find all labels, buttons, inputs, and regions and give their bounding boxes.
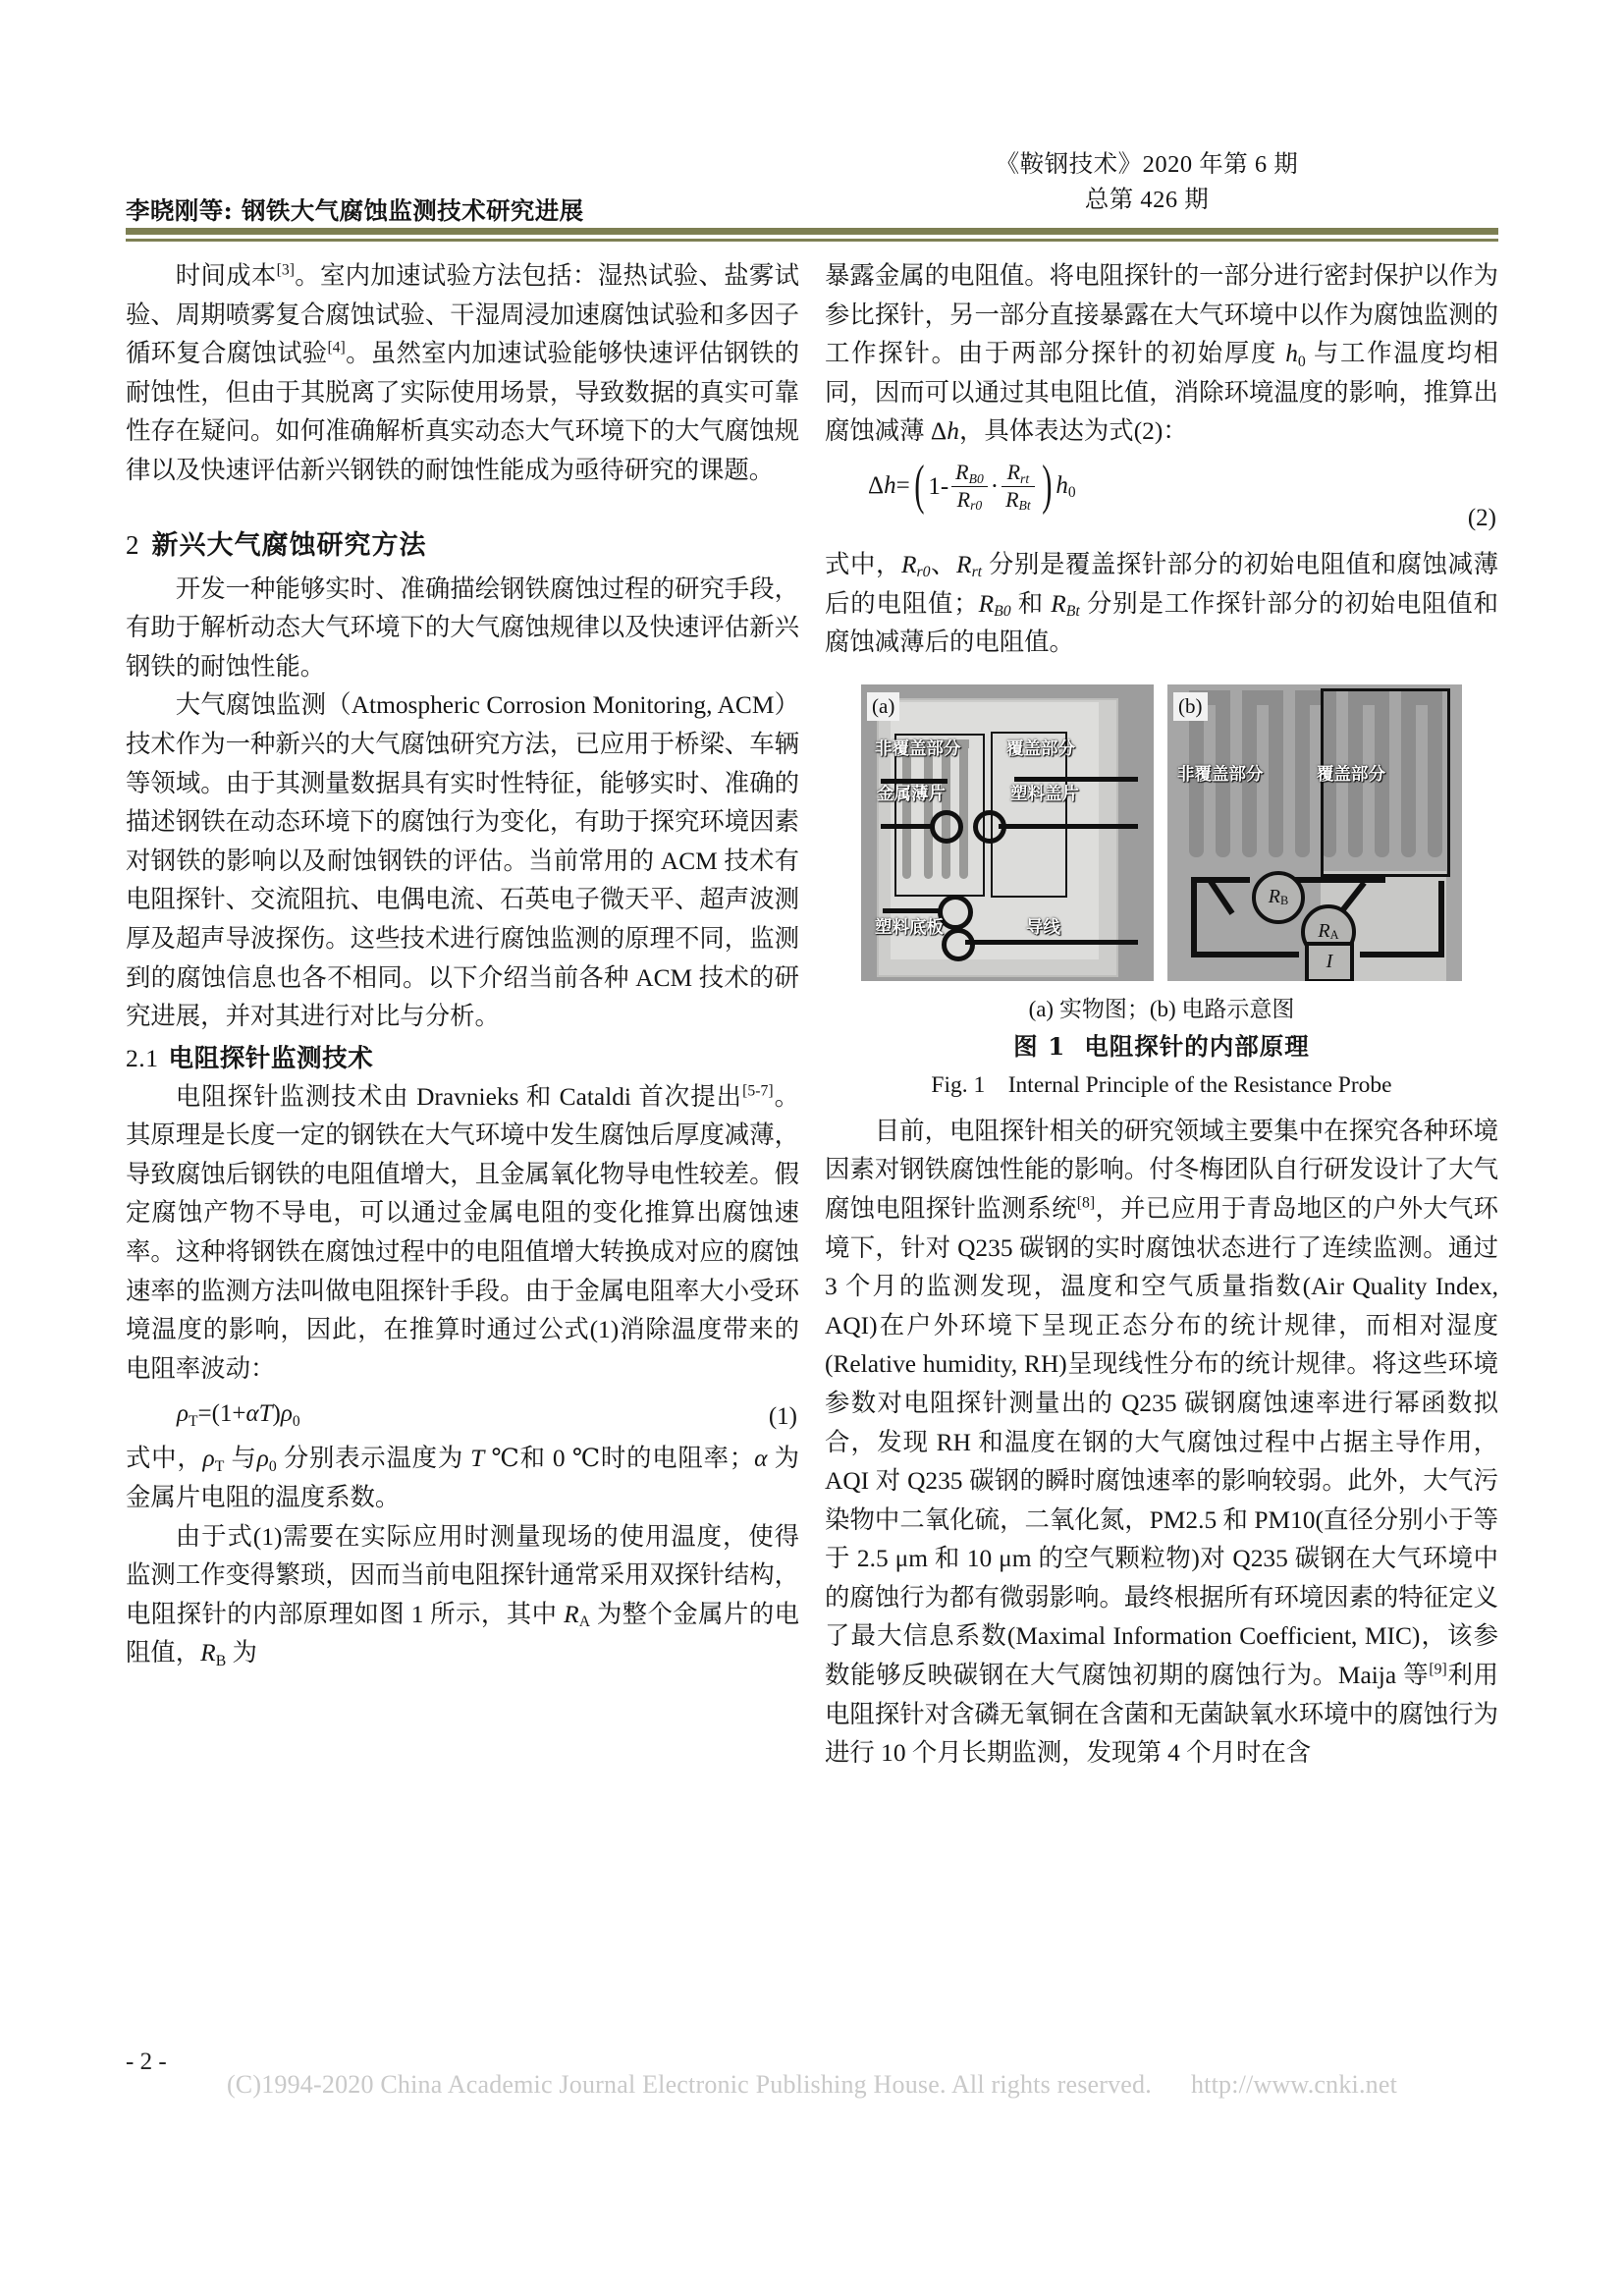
figure-panel-b [1167,684,1462,981]
label-plastic-base: 塑料底板 [875,917,944,938]
figure-1-number: 图 1 [1013,1031,1066,1061]
subsection-2-1-number: 2.1 [126,1043,159,1072]
journal-issue-line2: 总第 426 期 [1084,187,1210,213]
section-2-number: 2 [126,529,140,560]
header-rule-thick [126,228,1498,235]
leader-line-uncovered [881,779,947,784]
circuit-wire-bottom-right [1360,952,1444,957]
left-column [126,257,799,1673]
figure-1-caption-en: Fig. 1 Internal Principle of the Resistance Probe [931,1071,1392,1098]
header-rule-thin [126,239,1498,242]
resistor-rb-symbol: R $_B$ [1252,871,1305,924]
equation-1-tag: (1) [768,1402,797,1430]
journal-issue-info [803,147,1490,218]
label-metal-foil: 金属薄片 [877,784,946,804]
figure-panel-a [861,684,1154,981]
right-column [825,257,1498,1774]
page-number: - 2 - [126,2049,167,2075]
label-plastic-cover: 塑料盖片 [1010,784,1079,804]
resistor-rb-label: R [1268,885,1280,907]
label-uncovered-part-b: 非覆盖部分 [1177,764,1264,785]
footer-url: http://www.cnki.net [1190,2070,1398,2099]
section-2-title: 新兴大气腐蚀研究方法 [151,529,427,561]
leader-line-metal-foil [881,824,932,829]
paragraph-equation-1-legend: 式中，$\rho_T$ 与$\rho_0$ 分别表示温度为 T ℃和 0 ℃时的电阻率；α 为金属片电阻的温度系数。 [126,1445,800,1512]
circuit-wire-top-left [1191,877,1250,883]
leader-line-plastic-cover [999,824,1138,829]
equation-1 [126,1394,799,1436]
leader-line-covered [1014,777,1138,782]
panel-a-label: (a) [867,692,899,721]
circuit-wire-bottom-left [1191,952,1299,957]
equation-2-body: Δh=( 1- $\frac{R_{B0}}{R_{r0}}$ · $\frac{R_{rt}}{R_{Bt}}$ ) $h_0$ [868,454,1076,516]
paragraph-exposed-metal: 暴露金属的电阻值。将电阻探针的一部分进行密封保护以作为参比探针，另一部分直接暴露在大气环境中以作为腐蚀监测的工作探针。由于两部分探针的初始厚度 $h_0$ 与工作温度均相同，因而可以通过其电阻比值，消除环境温度的影响，推算出腐蚀减薄 Δh，具体表达为式(2)： [825,262,1498,446]
pointer-ring-metal-foil [930,810,963,844]
paragraph-resistance-probe-principle: 电阻探针监测技术由 Dravnieks 和 Cataldi 首次提出[5-7]。其原理是长度一定的钢铁在大气环境中发生腐蚀后厚度减薄，导致腐蚀后钢铁的电阻值增大，且金属氧化物导电性较差。假定腐蚀产物不导电，可以通过金属电阻的变化推算出腐蚀速率。这种将钢铁在腐蚀过程中的电阻值增大转换成对应的腐蚀速率的监测方法叫做电阻探针手段。由于金属电阻率大小受环境温度的影响，因此，在推算时通过公式(1)消除温度带来的电阻率波动： [126,1082,800,1383]
label-covered-part-b: 覆盖部分 [1317,764,1385,785]
pointer-ring-wire [942,928,975,961]
figure-1-caption-cn [825,1028,1498,1066]
circuit-wire-right [1438,881,1444,957]
figure-1 [825,684,1498,1105]
circuit-wire-top-right [1295,877,1385,883]
equation-1-body: $\rho_T=(1+\alpha T)\rho_0$ [177,1400,300,1430]
running-title: 李晓刚等: 钢铁大气腐蚀监测技术研究进展 [126,196,584,225]
paragraph-dual-probe: 由于式(1)需要在实际应用时测量现场的使用温度，使得监测工作变得繁琐，因而当前电阻探针通常采用双探针结构，电阻探针的内部原理如图 1 所示，其中 $R_A$ 为整个金属片的电阻值，$R_B$ 为 [126,1522,799,1669]
label-covered-part-a: 覆盖部分 [1006,738,1075,759]
figure-1-subcaption: (a) 实物图；(b) 电路示意图 [1028,996,1295,1021]
figure-1-images [825,684,1498,981]
resistor-ra-symbol: R $_A$ [1301,904,1356,959]
current-meter-symbol: I [1305,942,1354,981]
leader-line-wire [965,940,1138,945]
paragraph-current-research: 目前，电阻探针相关的研究领域主要集中在探究各种环境因素对钢铁腐蚀性能的影响。付冬梅团队自行研发设计了大气腐蚀电阻探针监测系统[8]，并已应用于青岛地区的户外大气环境下，针对 Q235 碳钢的实时腐蚀状态进行了连续监测。通过 3 个月的监测发现，温度和空气质量指数(Air Quality Index, AQI)在户外环境下呈现正态分布的统计规律，而相对湿度(Relative humidity, RH)呈现线性分布的统计规律。将这些环境参数对电阻探针测量出的 Q235 碳钢腐蚀速率进行幂函数拟合，发现 RH 和温度在钢的大气腐蚀过程中占据主导作用，AQI 对 Q235 碳钢的瞬时腐蚀速率的影响较弱。此外，大气污染物中二氧化硫，二氧化氮，PM2.5 和 PM10(直径分别小于等于 2.5 μm 和 10 μm 的空气颗粒物)对 Q235 碳钢在大气环境中的腐蚀行为都有微弱影响。最终根据所有环境因素的特征定义了最大信息系数(Maximal Information Coefficient, MIC)，该参数能够反映碳钢在大气腐蚀初期的腐蚀行为。Maija 等[9]利用电阻探针对含磷无氧铜在含菌和无菌缺氧水环境中的腐蚀行为进行 10 个月长期监测，发现第 4 个月时在含 [825,1117,1499,1768]
subsection-heading-2-1 [126,1039,799,1078]
paragraph-research-method: 开发一种能够实时、准确描绘钢铁腐蚀过程的研究手段，有助于解析动态大气环境下的大气腐蚀规律以及快速评估新兴钢铁的耐蚀性能。 [126,574,799,681]
journal-issue-line1: 《鞍钢技术》2020 年第 6 期 [995,151,1299,178]
paragraph-acm-intro: 大气腐蚀监测（Atmospheric Corrosion Monitoring, ACM）技术作为一种新兴的大气腐蚀研究方法，已应用于桥梁、车辆等领域。由于其测量数据具有实时性特征，能够实时、准确的描述钢铁在动态环境下的腐蚀行为变化，有助于探究环境因素对钢铁的影响以及耐蚀钢铁的评估。当前常用的 ACM 技术有电阻探针、交流阻抗、电偶电流、石英电子微天平、超声波测厚及超声导波探伤。这些技术进行腐蚀监测的原理不同，监测到的腐蚀信息也各不相同。以下介绍当前各种 ACM 技术的研究进展，并对其进行对比与分析。 [126,691,799,1031]
page-header [126,147,1498,253]
resistor-ra-label: R [1318,919,1330,942]
label-wire: 导线 [1026,917,1060,938]
label-uncovered-part-a: 非覆盖部分 [875,738,961,759]
figure-1-title-cn: 电阻探针的内部原理 [1084,1031,1310,1061]
footer-copyright: (C)1994-2020 China Academic Journal Electronic Publishing House. All rights reserved. [226,2070,1152,2099]
equation-2 [825,454,1498,538]
leader-line-plastic-base [883,908,940,913]
subsection-2-1-title: 电阻探针监测技术 [168,1043,374,1073]
circuit-wire-left [1191,877,1197,957]
equation-2-tag: (2) [1467,505,1496,532]
paragraph-time-cost: 时间成本[3]。室内加速试验方法包括：湿热试验、盐雾试验、周期喷雾复合腐蚀试验、干湿周浸加速腐蚀试验和多因子循环复合腐蚀试验[4]。虽然室内加速试验能够快速评估钢铁的耐蚀性，但由于其脱离了实际使用场景，导致数据的真实可靠性存在疑问。如何准确解析真实动态大气环境下的大气腐蚀规律以及快速评估新兴钢铁的耐蚀性能成为亟待研究的课题。 [126,261,800,484]
section-heading-2 [126,524,799,567]
footer-watermark [0,2070,1624,2100]
paragraph-equation-2-legend: 式中，$R_{r0}$、$R_{rt}$ 分别是覆盖探针部分的初始电阻值和腐蚀减薄后的电阻值；$R_{B0}$ 和 $R_{Bt}$ 分别是工作探针部分的初始电阻值和腐蚀减薄后的电阻值。 [825,550,1499,657]
panel-b-label: (b) [1173,692,1208,721]
